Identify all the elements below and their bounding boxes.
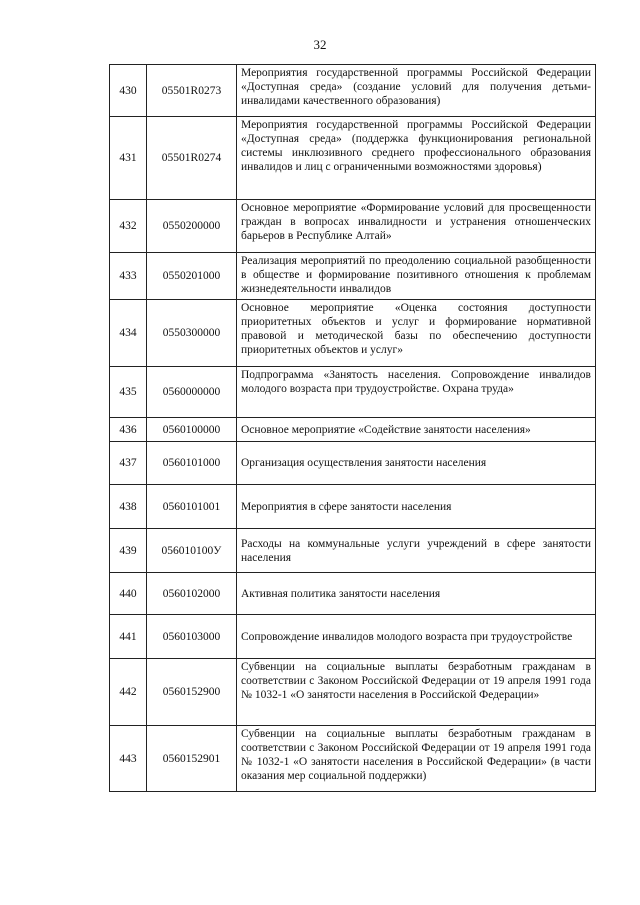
row-name: Активная политика занятости населения: [237, 573, 596, 615]
table-row: [110, 200, 596, 253]
table-row: [110, 418, 596, 442]
row-name: Субвенции на социальные выплаты безработным гражданам в соответствии с Законом Российской Федерации от 19 апреля 1991 года № 1032-1 «О занятости населения в Российской Федерации»: [237, 659, 596, 726]
row-name: Расходы на коммунальные услуги учреждений в сфере занятости населения: [237, 529, 596, 573]
row-name: Сопровождение инвалидов молодого возраста при трудоустройстве: [237, 615, 596, 659]
table-row: [110, 659, 596, 726]
row-number: 431: [110, 117, 147, 200]
row-code: 0560101000: [147, 442, 237, 485]
table-row: [110, 442, 596, 485]
row-code: 0550201000: [147, 253, 237, 300]
row-name: Мероприятия в сфере занятости населения: [237, 485, 596, 529]
row-code: 0560103000: [147, 615, 237, 659]
row-code: 0560101001: [147, 485, 237, 529]
row-name: Субвенции на социальные выплаты безработным гражданам в соответствии с Законом Российской Федерации от 19 апреля 1991 года № 1032-1 «О занятости населения в Российской Федерации» (в части оказания мер социальной поддержки): [237, 726, 596, 792]
row-name: Основное мероприятие «Оценка состояния доступности приоритетных объектов и услуг и формирование нормативной правовой и методической базы по обеспечению доступности приоритетных объектов и услуг»: [237, 300, 596, 367]
row-code: 0560000000: [147, 367, 237, 418]
row-number: 435: [110, 367, 147, 418]
row-name: Мероприятия государственной программы Российской Федерации «Доступная среда» (поддержка функционирования региональной системы инклюзивного среднего профессионального образования инвалидов и лиц с ограниченными возможностями здоровья): [237, 117, 596, 200]
row-number: 434: [110, 300, 147, 367]
table-row: [110, 65, 596, 117]
row-name: Организация осуществления занятости населения: [237, 442, 596, 485]
row-code: 056010100У: [147, 529, 237, 573]
row-number: 439: [110, 529, 147, 573]
row-code: 0560152900: [147, 659, 237, 726]
row-code: 0560100000: [147, 418, 237, 442]
row-code: 05501R0274: [147, 117, 237, 200]
row-code: 0560102000: [147, 573, 237, 615]
row-number: 440: [110, 573, 147, 615]
table-row: [110, 367, 596, 418]
row-number: 443: [110, 726, 147, 792]
row-code: 0560152901: [147, 726, 237, 792]
row-name: Мероприятия государственной программы Российской Федерации «Доступная среда» (создание условий для получения детьми-инвалидами качественного образования): [237, 65, 596, 117]
table-row: [110, 485, 596, 529]
row-number: 430: [110, 65, 147, 117]
row-code: 05501R0273: [147, 65, 237, 117]
table-row: [110, 529, 596, 573]
table-row: [110, 573, 596, 615]
row-name: Основное мероприятие «Содействие занятости населения»: [237, 418, 596, 442]
row-name: Реализация мероприятий по преодолению социальной разобщенности в обществе и формирование позитивного отношения к проблемам жизнедеятельности инвалидов: [237, 253, 596, 300]
table-row: [110, 117, 596, 200]
row-number: 432: [110, 200, 147, 253]
table-row: [110, 726, 596, 792]
budget-code-table: [109, 64, 596, 792]
row-number: 437: [110, 442, 147, 485]
row-number: 436: [110, 418, 147, 442]
row-name: Основное мероприятие «Формирование условий для просвещенности граждан в вопросах инвалидности и устранения отношенческих барьеров в Республике Алтай»: [237, 200, 596, 253]
table-row: [110, 300, 596, 367]
row-number: 438: [110, 485, 147, 529]
table-row: [110, 253, 596, 300]
row-number: 441: [110, 615, 147, 659]
row-number: 433: [110, 253, 147, 300]
page-number: 32: [313, 37, 327, 52]
row-name: Подпрограмма «Занятость населения. Сопровождение инвалидов молодого возраста при трудоустройстве. Охрана труда»: [237, 367, 596, 418]
row-number: 442: [110, 659, 147, 726]
row-code: 0550200000: [147, 200, 237, 253]
table-row: [110, 615, 596, 659]
row-code: 0550300000: [147, 300, 237, 367]
